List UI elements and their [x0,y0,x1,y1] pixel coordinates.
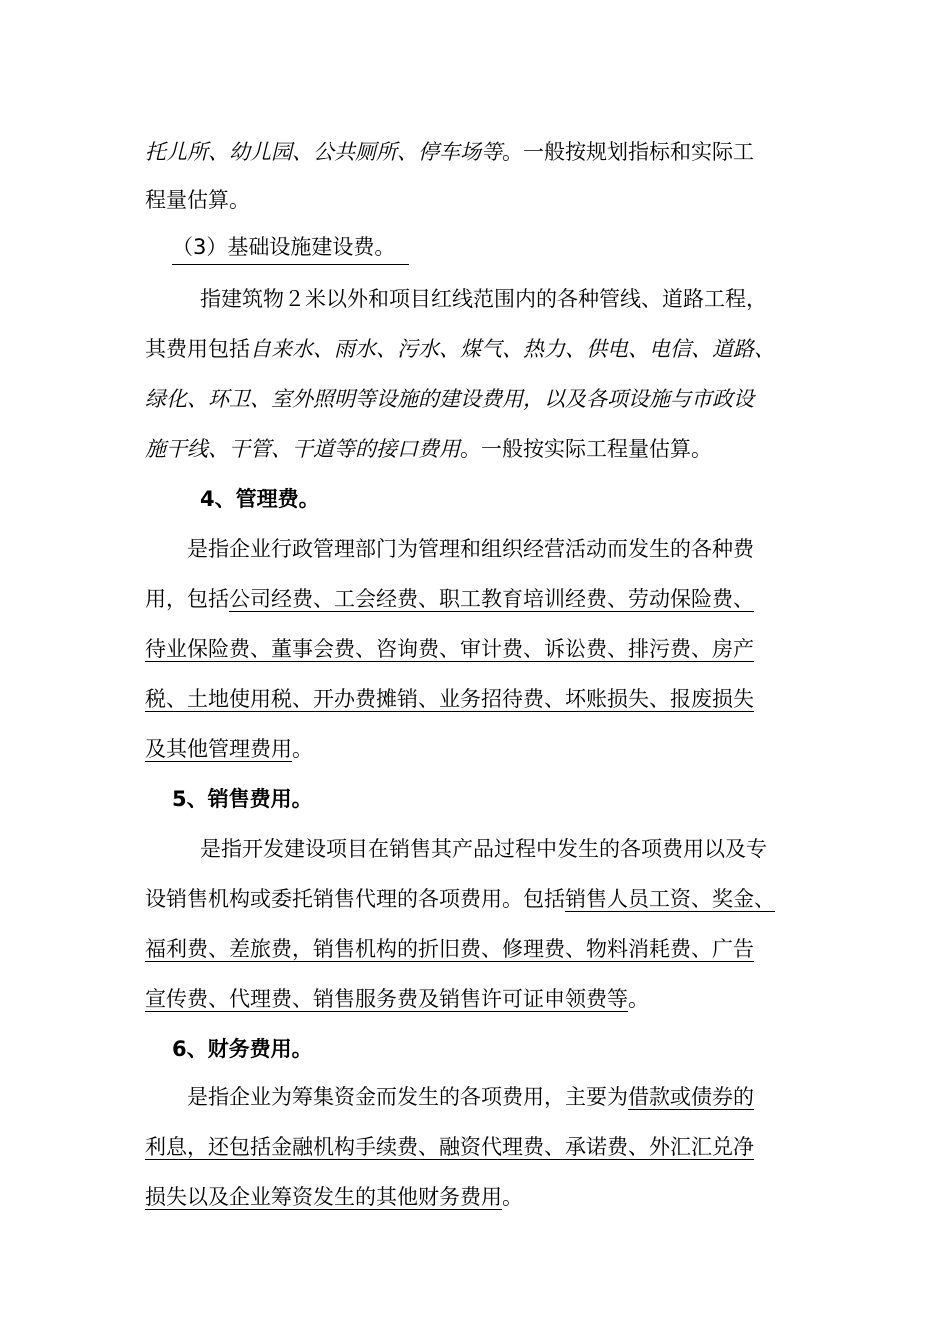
text-line: 福利费、差旅费，销售机构的折旧费、修理费、物料消耗费、广告 [145,937,754,961]
text-line: 是指企业行政管理部门为管理和组织经营活动而发生的各种费 [187,537,754,561]
text: 设销售机构或委托销售代理的各项费用。包括 [145,887,565,911]
text-line: 是指开发建设项目在销售其产品过程中发生的各项费用以及专 [200,837,767,861]
italic-text: 施干线、干管、干道等的接口费用 [145,437,460,461]
italic-text: 自来水、雨水、污水、煤气、热力、供电、电信、道路、 [250,337,775,361]
section-heading: 6、财务费用。 [172,1037,313,1061]
section-heading: 5、销售费用。 [172,787,313,811]
text-line [145,1182,523,1212]
italic-text: 托儿所、幼儿园、公共厕所、停车场等 [145,140,502,164]
underlined-text: 损失以及企业筹资发生的其他财务费用 [145,1185,502,1209]
text-line [145,137,754,167]
text-line [145,734,313,764]
text-line: 程量估算。 [145,188,250,212]
underlined-text: 宣传费、代理费、销售服务费及销售许可证申领费等 [145,987,628,1011]
underlined-text: 借款或债券的 [628,1085,754,1109]
subsection-heading: （3）基础设施建设费。 [172,232,409,265]
text: 。一般按实际工程量估算。 [460,437,712,461]
text: 是指企业为筹集资金而发生的各项费用，主要为 [187,1085,628,1109]
text-line [187,1082,754,1112]
text-line: 税、土地使用税、开办费摊销、业务招待费、坏账损失、报废损失 [145,687,754,711]
text: 。 [628,987,649,1011]
section-heading: 4、管理费。 [200,487,320,511]
text-line: 待业保险费、董事会费、咨询费、审计费、诉讼费、排污费、房产 [145,637,754,661]
text-line: 利息，还包括金融机构手续费、融资代理费、承诺费、外汇汇兑净 [145,1135,754,1159]
text-line: 指建筑物２米以外和项目红线范围内的各种管线、道路工程， [200,287,767,311]
text: 其费用包括 [145,337,250,361]
underlined-text: 及其他管理费用 [145,737,292,761]
underlined-text: 销售人员工资、奖金、 [565,887,775,911]
text: 。一般按规划指标和实际工 [502,140,754,164]
text-line [145,584,754,614]
text: 。 [292,737,313,761]
underlined-text: 公司经费、工会经费、职工教育培训经费、劳动保险费、 [229,587,754,611]
text-line [145,434,712,464]
text-line [145,884,775,914]
text-line: 绿化、环卫、室外照明等设施的建设费用，以及各项设施与市政设 [145,387,754,411]
text: 。 [502,1185,523,1209]
text-line [145,984,649,1014]
text-line [145,334,775,364]
text: 用，包括 [145,587,229,611]
